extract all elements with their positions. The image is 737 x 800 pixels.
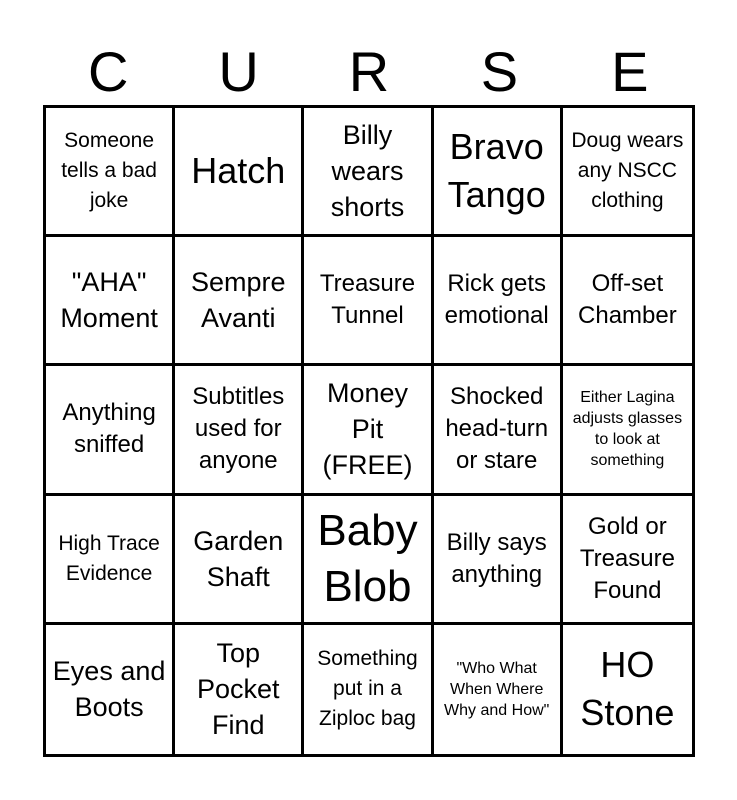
bingo-cell[interactable] (46, 366, 175, 495)
bingo-cell[interactable] (563, 108, 692, 237)
bingo-cell[interactable] (46, 237, 175, 366)
bingo-cell[interactable] (434, 108, 563, 237)
header-letter-e: E (611, 40, 649, 103)
bingo-cell-label: "AHA" Moment (60, 267, 158, 334)
bingo-cell[interactable] (304, 108, 433, 237)
bingo-cell[interactable] (434, 496, 563, 625)
bingo-cell-label: Gold or Treasure Found (579, 512, 675, 604)
bingo-cell-label: Sempre Avanti (191, 267, 286, 334)
bingo-cell-label: HO Stone (580, 644, 675, 734)
bingo-cell[interactable] (563, 496, 692, 625)
bingo-cell[interactable] (304, 237, 433, 366)
bingo-cell-label: Garden Shaft (193, 525, 284, 592)
bingo-cell[interactable] (434, 237, 563, 366)
bingo-cell[interactable] (304, 366, 433, 495)
bingo-cell[interactable] (46, 625, 175, 754)
bingo-cell-label: Off-set Chamber (578, 270, 677, 330)
bingo-cell-label: Anything sniffed (62, 399, 156, 459)
bingo-cell[interactable] (434, 366, 563, 495)
bingo-cell-label: Eyes and Boots (52, 656, 166, 723)
bingo-cell[interactable] (434, 625, 563, 754)
header-letter-s: S (480, 40, 519, 103)
bingo-cell-label: Treasure Tunnel (319, 270, 416, 330)
bingo-cell-label: Shocked head-turn or stare (445, 383, 549, 475)
bingo-cell-label: Money Pit (FREE) (322, 378, 413, 481)
bingo-cell-label: Subtitles used for anyone (192, 383, 285, 475)
header-letter-c: C (87, 40, 129, 103)
bingo-cell[interactable] (175, 237, 304, 366)
bingo-cell[interactable] (46, 108, 175, 237)
bingo-cell-label: Billy wears shorts (330, 120, 405, 223)
bingo-cell[interactable] (563, 625, 692, 754)
bingo-cell-label: Billy says anything (446, 528, 547, 588)
bingo-cell-label: "Who What When Where Why and How" (444, 659, 550, 719)
bingo-cell[interactable] (304, 625, 433, 754)
bingo-cell-label: Someone tells a bad joke (61, 129, 157, 213)
bingo-cell-label: Top Pocket Find (197, 638, 280, 741)
bingo-cell-label: Bravo Tango (447, 126, 546, 216)
bingo-cell[interactable] (46, 496, 175, 625)
bingo-cell[interactable] (563, 366, 692, 495)
bingo-cell-label: Rick gets emotional (444, 270, 549, 330)
bingo-cell-label: Either Lagina adjusts glasses to look at something (572, 389, 683, 470)
bingo-cell[interactable] (175, 108, 304, 237)
bingo-cell-label: Something put in a Ziploc bag (317, 647, 418, 731)
bingo-cell[interactable] (304, 496, 433, 625)
bingo-cell-label: High Trace Evidence (58, 531, 160, 585)
bingo-cell[interactable] (175, 496, 304, 625)
bingo-cell-label: Hatch (191, 150, 286, 192)
bingo-cell[interactable] (175, 366, 304, 495)
bingo-header (43, 40, 695, 104)
header-letter-u: U (218, 40, 259, 103)
bingo-cell-label: Baby Blob (317, 505, 418, 611)
bingo-cell[interactable] (175, 625, 304, 754)
bingo-board (43, 105, 695, 757)
header-letter-r: R (348, 40, 390, 103)
bingo-cell[interactable] (563, 237, 692, 366)
bingo-cell-label: Doug wears any NSCC clothing (571, 129, 684, 213)
